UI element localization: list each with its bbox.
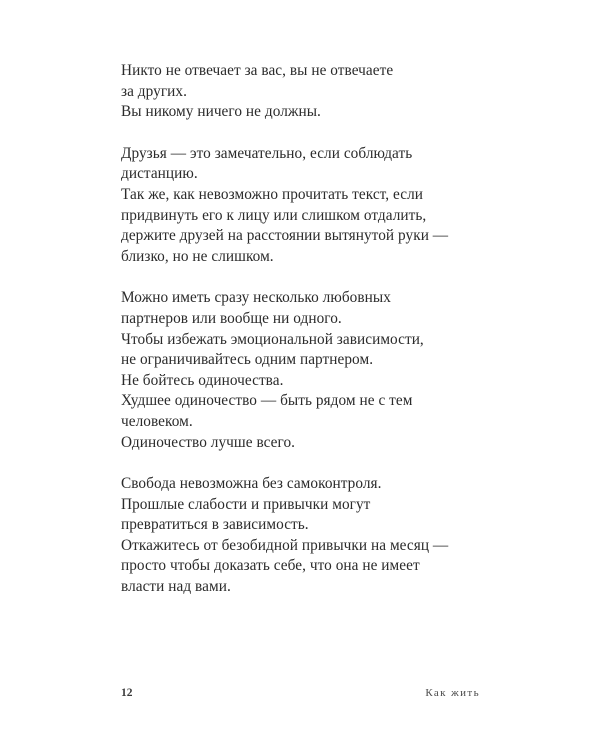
text-line: дистанцию.: [121, 165, 198, 183]
text-line: не ограничивайтесь одним партнером.: [121, 351, 374, 369]
text-line: человеком.: [121, 412, 193, 430]
stanza-1: [121, 61, 501, 123]
text-line: Можно иметь сразу несколько любовных: [121, 289, 391, 307]
text-line: превратиться в зависимость.: [121, 516, 309, 534]
text-line: Чтобы избежать эмоциональной зависимости,: [121, 330, 424, 348]
stanza-3: [121, 288, 501, 453]
text-line: Свобода невозможна без самоконтроля.: [121, 475, 382, 493]
text-line: Друзья — это замечательно, если соблюдать: [121, 144, 413, 162]
text-line: партнеров или вообще ни одного.: [121, 309, 342, 327]
body-text: [121, 61, 501, 619]
text-line: Никто не отвечает за вас, вы не отвечаете: [121, 62, 394, 79]
text-line: власти над вами.: [121, 578, 231, 596]
text-line: придвинуть его к лицу или слишком отдалить,: [121, 206, 427, 224]
running-title: Как жить: [425, 687, 480, 699]
text-line: Откажитесь от безобидной привычки на месяц —: [121, 536, 449, 554]
text-line: Вы никому ничего не должны.: [121, 103, 321, 121]
text-line: Худшее одиночество — быть рядом не с тем: [121, 392, 413, 410]
stanza-4: [121, 474, 501, 598]
text-line: за других.: [121, 82, 187, 100]
stanza-2: [121, 144, 501, 268]
text-line: Так же, как невозможно прочитать текст, если: [121, 185, 423, 203]
text-line: Одиночество лучше всего.: [121, 433, 296, 451]
page-number: 12: [121, 687, 133, 699]
text-line: просто чтобы доказать себе, что она не имеет: [121, 557, 420, 575]
text-line: держите друзей на расстоянии вытянутой руки —: [121, 227, 449, 245]
text-line: близко, но не слишком.: [121, 247, 274, 265]
text-line: Не бойтесь одиночества.: [121, 371, 284, 389]
text-line: Прошлые слабости и привычки могут: [121, 495, 371, 513]
